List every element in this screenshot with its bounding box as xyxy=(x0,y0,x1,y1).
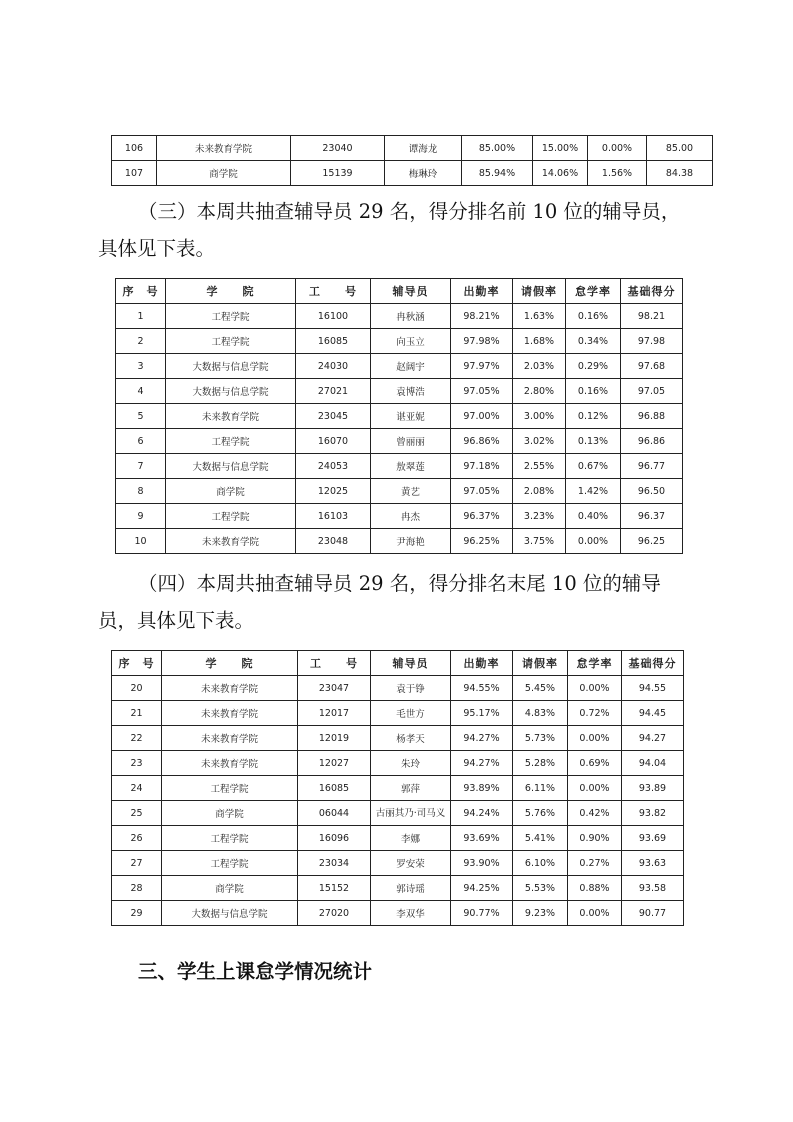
cell-rank: 27 xyxy=(112,851,162,876)
cell-rank: 6 xyxy=(116,429,166,454)
table-row xyxy=(116,504,683,529)
cell-rank: 106 xyxy=(112,136,157,161)
cell-absence-rate: 1.56% xyxy=(588,161,647,186)
cell-attendance-rate: 94.25% xyxy=(451,876,513,901)
cell-absence-rate: 0.16% xyxy=(566,304,621,329)
cell-counselor: 郭诗瑶 xyxy=(371,876,451,901)
cell-counselor: 杨孝天 xyxy=(371,726,451,751)
cell-staff-id: 16085 xyxy=(296,329,371,354)
cell-base-score: 94.27 xyxy=(622,726,684,751)
cell-counselor: 尹海艳 xyxy=(371,529,451,554)
cell-absence-rate: 1.42% xyxy=(566,479,621,504)
cell-base-score: 98.21 xyxy=(621,304,683,329)
table-row xyxy=(112,701,684,726)
cell-absence-rate: 0.00% xyxy=(568,901,622,926)
cell-base-score: 96.88 xyxy=(621,404,683,429)
cell-college: 工程学院 xyxy=(162,851,298,876)
cell-counselor: 郭萍 xyxy=(371,776,451,801)
cell-attendance-rate: 90.77% xyxy=(451,901,513,926)
cell-attendance-rate: 93.90% xyxy=(451,851,513,876)
cell-absence-rate: 0.40% xyxy=(566,504,621,529)
table-row xyxy=(112,851,684,876)
cell-rank: 7 xyxy=(116,454,166,479)
cell-counselor: 李娜 xyxy=(371,826,451,851)
cell-counselor: 冉秋涵 xyxy=(371,304,451,329)
cell-attendance-rate: 94.27% xyxy=(451,726,513,751)
cell-staff-id: 23045 xyxy=(296,404,371,429)
cell-rank: 20 xyxy=(112,676,162,701)
cell-leave-rate: 6.10% xyxy=(513,851,568,876)
table-row xyxy=(112,136,713,161)
cell-rank: 107 xyxy=(112,161,157,186)
cell-attendance-rate: 94.27% xyxy=(451,751,513,776)
header-absence-rate: 怠学率 xyxy=(566,279,621,304)
table-row xyxy=(112,676,684,701)
header-attendance-rate: 出勤率 xyxy=(451,651,513,676)
header-attendance-rate: 出勤率 xyxy=(451,279,513,304)
cell-rank: 3 xyxy=(116,354,166,379)
header-rank: 序 号 xyxy=(112,651,162,676)
cell-rank: 8 xyxy=(116,479,166,504)
top10-table-body xyxy=(116,304,683,554)
cell-rank: 4 xyxy=(116,379,166,404)
cell-leave-rate: 6.11% xyxy=(513,776,568,801)
cell-college: 工程学院 xyxy=(166,304,296,329)
cell-leave-rate: 2.08% xyxy=(513,479,566,504)
cell-leave-rate: 5.73% xyxy=(513,726,568,751)
cell-absence-rate: 0.00% xyxy=(566,529,621,554)
cell-college: 工程学院 xyxy=(166,429,296,454)
cell-counselor: 向玉立 xyxy=(371,329,451,354)
cell-counselor: 谭海龙 xyxy=(385,136,462,161)
cell-staff-id: 16070 xyxy=(296,429,371,454)
cell-counselor: 袁博浩 xyxy=(371,379,451,404)
cell-absence-rate: 0.90% xyxy=(568,826,622,851)
cell-college: 未来教育学院 xyxy=(162,676,298,701)
cell-college: 商学院 xyxy=(162,801,298,826)
header-college: 学 院 xyxy=(166,279,296,304)
cell-counselor: 曾丽丽 xyxy=(371,429,451,454)
table-row xyxy=(112,776,684,801)
cell-attendance-rate: 96.86% xyxy=(451,429,513,454)
table-row xyxy=(112,726,684,751)
cell-rank: 23 xyxy=(112,751,162,776)
cell-attendance-rate: 85.00% xyxy=(462,136,533,161)
cell-base-score: 96.77 xyxy=(621,454,683,479)
table-row xyxy=(112,876,684,901)
cell-absence-rate: 0.69% xyxy=(568,751,622,776)
table-row xyxy=(116,354,683,379)
bottom10-table xyxy=(111,650,684,926)
header-counselor: 辅导员 xyxy=(371,651,451,676)
cell-staff-id: 23048 xyxy=(296,529,371,554)
cell-college: 未来教育学院 xyxy=(166,529,296,554)
cell-leave-rate: 3.75% xyxy=(513,529,566,554)
cell-college: 大数据与信息学院 xyxy=(166,379,296,404)
cell-attendance-rate: 97.18% xyxy=(451,454,513,479)
cell-leave-rate: 3.00% xyxy=(513,404,566,429)
cell-base-score: 94.55 xyxy=(622,676,684,701)
cell-base-score: 85.00 xyxy=(647,136,713,161)
cell-counselor: 袁于铮 xyxy=(371,676,451,701)
cell-base-score: 93.63 xyxy=(622,851,684,876)
cell-absence-rate: 0.34% xyxy=(566,329,621,354)
cell-leave-rate: 5.28% xyxy=(513,751,568,776)
cell-rank: 1 xyxy=(116,304,166,329)
cell-base-score: 94.04 xyxy=(622,751,684,776)
cell-attendance-rate: 97.00% xyxy=(451,404,513,429)
cell-college: 大数据与信息学院 xyxy=(166,454,296,479)
cell-staff-id: 12025 xyxy=(296,479,371,504)
carryover-table-body xyxy=(112,136,713,186)
cell-college: 工程学院 xyxy=(166,504,296,529)
cell-absence-rate: 0.00% xyxy=(568,676,622,701)
cell-base-score: 97.68 xyxy=(621,354,683,379)
cell-leave-rate: 14.06% xyxy=(533,161,588,186)
cell-attendance-rate: 96.37% xyxy=(451,504,513,529)
cell-leave-rate: 5.41% xyxy=(513,826,568,851)
header-college: 学 院 xyxy=(162,651,298,676)
cell-staff-id: 24030 xyxy=(296,354,371,379)
table-row xyxy=(116,454,683,479)
section4-paragraph: （四）本周共抽查辅导员 29 名，得分排名末尾 10 位的辅导员，具体见下表。 xyxy=(98,572,661,632)
cell-staff-id: 23034 xyxy=(298,851,371,876)
cell-college: 工程学院 xyxy=(162,826,298,851)
cell-leave-rate: 15.00% xyxy=(533,136,588,161)
table-row xyxy=(112,901,684,926)
cell-college: 工程学院 xyxy=(162,776,298,801)
top10-table xyxy=(115,278,683,554)
table-row xyxy=(112,751,684,776)
cell-attendance-rate: 94.55% xyxy=(451,676,513,701)
cell-absence-rate: 0.42% xyxy=(568,801,622,826)
cell-college: 未来教育学院 xyxy=(162,701,298,726)
cell-attendance-rate: 97.97% xyxy=(451,354,513,379)
header-base-score: 基础得分 xyxy=(622,651,684,676)
cell-attendance-rate: 94.24% xyxy=(451,801,513,826)
cell-staff-id: 12019 xyxy=(298,726,371,751)
cell-college: 工程学院 xyxy=(166,329,296,354)
cell-leave-rate: 3.02% xyxy=(513,429,566,454)
cell-attendance-rate: 98.21% xyxy=(451,304,513,329)
cell-rank: 26 xyxy=(112,826,162,851)
cell-attendance-rate: 85.94% xyxy=(462,161,533,186)
cell-counselor: 李双华 xyxy=(371,901,451,926)
header-leave-rate: 请假率 xyxy=(513,651,568,676)
cell-attendance-rate: 93.69% xyxy=(451,826,513,851)
section3-paragraph: （三）本周共抽查辅导员 29 名，得分排名前 10 位的辅导员，具体见下表。 xyxy=(98,200,681,260)
cell-staff-id: 06044 xyxy=(298,801,371,826)
header-base-score: 基础得分 xyxy=(621,279,683,304)
table-row xyxy=(116,404,683,429)
cell-leave-rate: 2.80% xyxy=(513,379,566,404)
cell-rank: 24 xyxy=(112,776,162,801)
cell-leave-rate: 2.03% xyxy=(513,354,566,379)
cell-rank: 28 xyxy=(112,876,162,901)
cell-base-score: 90.77 xyxy=(622,901,684,926)
table-row xyxy=(112,826,684,851)
cell-counselor: 冉杰 xyxy=(371,504,451,529)
cell-attendance-rate: 95.17% xyxy=(451,701,513,726)
cell-staff-id: 27020 xyxy=(298,901,371,926)
table-row xyxy=(116,329,683,354)
table-row xyxy=(116,379,683,404)
cell-base-score: 97.05 xyxy=(621,379,683,404)
cell-base-score: 94.45 xyxy=(622,701,684,726)
cell-base-score: 96.86 xyxy=(621,429,683,454)
cell-rank: 25 xyxy=(112,801,162,826)
top10-header-row xyxy=(116,279,683,304)
cell-leave-rate: 3.23% xyxy=(513,504,566,529)
cell-attendance-rate: 97.05% xyxy=(451,479,513,504)
header-leave-rate: 请假率 xyxy=(513,279,566,304)
cell-staff-id: 16096 xyxy=(298,826,371,851)
cell-counselor: 朱玲 xyxy=(371,751,451,776)
cell-attendance-rate: 97.98% xyxy=(451,329,513,354)
cell-base-score: 96.37 xyxy=(621,504,683,529)
cell-absence-rate: 0.72% xyxy=(568,701,622,726)
section-heading: 三、学生上课怠学情况统计 xyxy=(138,960,373,983)
cell-staff-id: 23040 xyxy=(291,136,385,161)
cell-counselor: 赵阔宇 xyxy=(371,354,451,379)
cell-leave-rate: 9.23% xyxy=(513,901,568,926)
cell-base-score: 93.58 xyxy=(622,876,684,901)
cell-college: 商学院 xyxy=(162,876,298,901)
cell-absence-rate: 0.12% xyxy=(566,404,621,429)
cell-absence-rate: 0.88% xyxy=(568,876,622,901)
header-rank: 序 号 xyxy=(116,279,166,304)
cell-attendance-rate: 96.25% xyxy=(451,529,513,554)
cell-base-score: 96.50 xyxy=(621,479,683,504)
cell-rank: 5 xyxy=(116,404,166,429)
table-row xyxy=(116,304,683,329)
cell-absence-rate: 0.67% xyxy=(566,454,621,479)
cell-staff-id: 24053 xyxy=(296,454,371,479)
cell-rank: 2 xyxy=(116,329,166,354)
cell-rank: 29 xyxy=(112,901,162,926)
cell-leave-rate: 5.53% xyxy=(513,876,568,901)
cell-college: 大数据与信息学院 xyxy=(162,901,298,926)
cell-counselor: 敖翠莲 xyxy=(371,454,451,479)
cell-attendance-rate: 97.05% xyxy=(451,379,513,404)
cell-absence-rate: 0.00% xyxy=(568,776,622,801)
cell-counselor: 罗安荣 xyxy=(371,851,451,876)
cell-rank: 10 xyxy=(116,529,166,554)
cell-absence-rate: 0.00% xyxy=(588,136,647,161)
cell-base-score: 93.69 xyxy=(622,826,684,851)
cell-absence-rate: 0.29% xyxy=(566,354,621,379)
bottom10-header-row xyxy=(112,651,684,676)
cell-counselor: 黄艺 xyxy=(371,479,451,504)
cell-counselor: 谌亚妮 xyxy=(371,404,451,429)
header-staff-id: 工 号 xyxy=(298,651,371,676)
cell-staff-id: 16103 xyxy=(296,504,371,529)
cell-leave-rate: 5.45% xyxy=(513,676,568,701)
cell-counselor: 毛世方 xyxy=(371,701,451,726)
cell-absence-rate: 0.13% xyxy=(566,429,621,454)
cell-absence-rate: 0.16% xyxy=(566,379,621,404)
cell-leave-rate: 4.83% xyxy=(513,701,568,726)
cell-college: 未来教育学院 xyxy=(157,136,291,161)
table-row xyxy=(116,479,683,504)
cell-staff-id: 16100 xyxy=(296,304,371,329)
bottom10-table-body xyxy=(112,676,684,926)
cell-base-score: 97.98 xyxy=(621,329,683,354)
cell-college: 商学院 xyxy=(157,161,291,186)
table-row xyxy=(112,161,713,186)
cell-college: 商学院 xyxy=(166,479,296,504)
table-row xyxy=(116,429,683,454)
cell-rank: 21 xyxy=(112,701,162,726)
cell-staff-id: 12017 xyxy=(298,701,371,726)
cell-leave-rate: 5.76% xyxy=(513,801,568,826)
header-counselor: 辅导员 xyxy=(371,279,451,304)
cell-absence-rate: 0.00% xyxy=(568,726,622,751)
cell-base-score: 84.38 xyxy=(647,161,713,186)
cell-rank: 9 xyxy=(116,504,166,529)
header-absence-rate: 怠学率 xyxy=(568,651,622,676)
cell-staff-id: 23047 xyxy=(298,676,371,701)
cell-counselor: 梅琳玲 xyxy=(385,161,462,186)
carryover-table xyxy=(111,135,713,186)
table-row xyxy=(116,529,683,554)
cell-college: 大数据与信息学院 xyxy=(166,354,296,379)
cell-college: 未来教育学院 xyxy=(166,404,296,429)
cell-staff-id: 12027 xyxy=(298,751,371,776)
cell-leave-rate: 1.68% xyxy=(513,329,566,354)
cell-staff-id: 16085 xyxy=(298,776,371,801)
cell-leave-rate: 2.55% xyxy=(513,454,566,479)
cell-base-score: 96.25 xyxy=(621,529,683,554)
cell-staff-id: 15139 xyxy=(291,161,385,186)
cell-attendance-rate: 93.89% xyxy=(451,776,513,801)
cell-rank: 22 xyxy=(112,726,162,751)
cell-base-score: 93.89 xyxy=(622,776,684,801)
cell-base-score: 93.82 xyxy=(622,801,684,826)
cell-college: 未来教育学院 xyxy=(162,751,298,776)
cell-absence-rate: 0.27% xyxy=(568,851,622,876)
cell-counselor: 古丽其乃·司马义 xyxy=(371,801,451,826)
cell-leave-rate: 1.63% xyxy=(513,304,566,329)
cell-staff-id: 27021 xyxy=(296,379,371,404)
cell-college: 未来教育学院 xyxy=(162,726,298,751)
cell-staff-id: 15152 xyxy=(298,876,371,901)
table-row xyxy=(112,801,684,826)
header-staff-id: 工 号 xyxy=(296,279,371,304)
